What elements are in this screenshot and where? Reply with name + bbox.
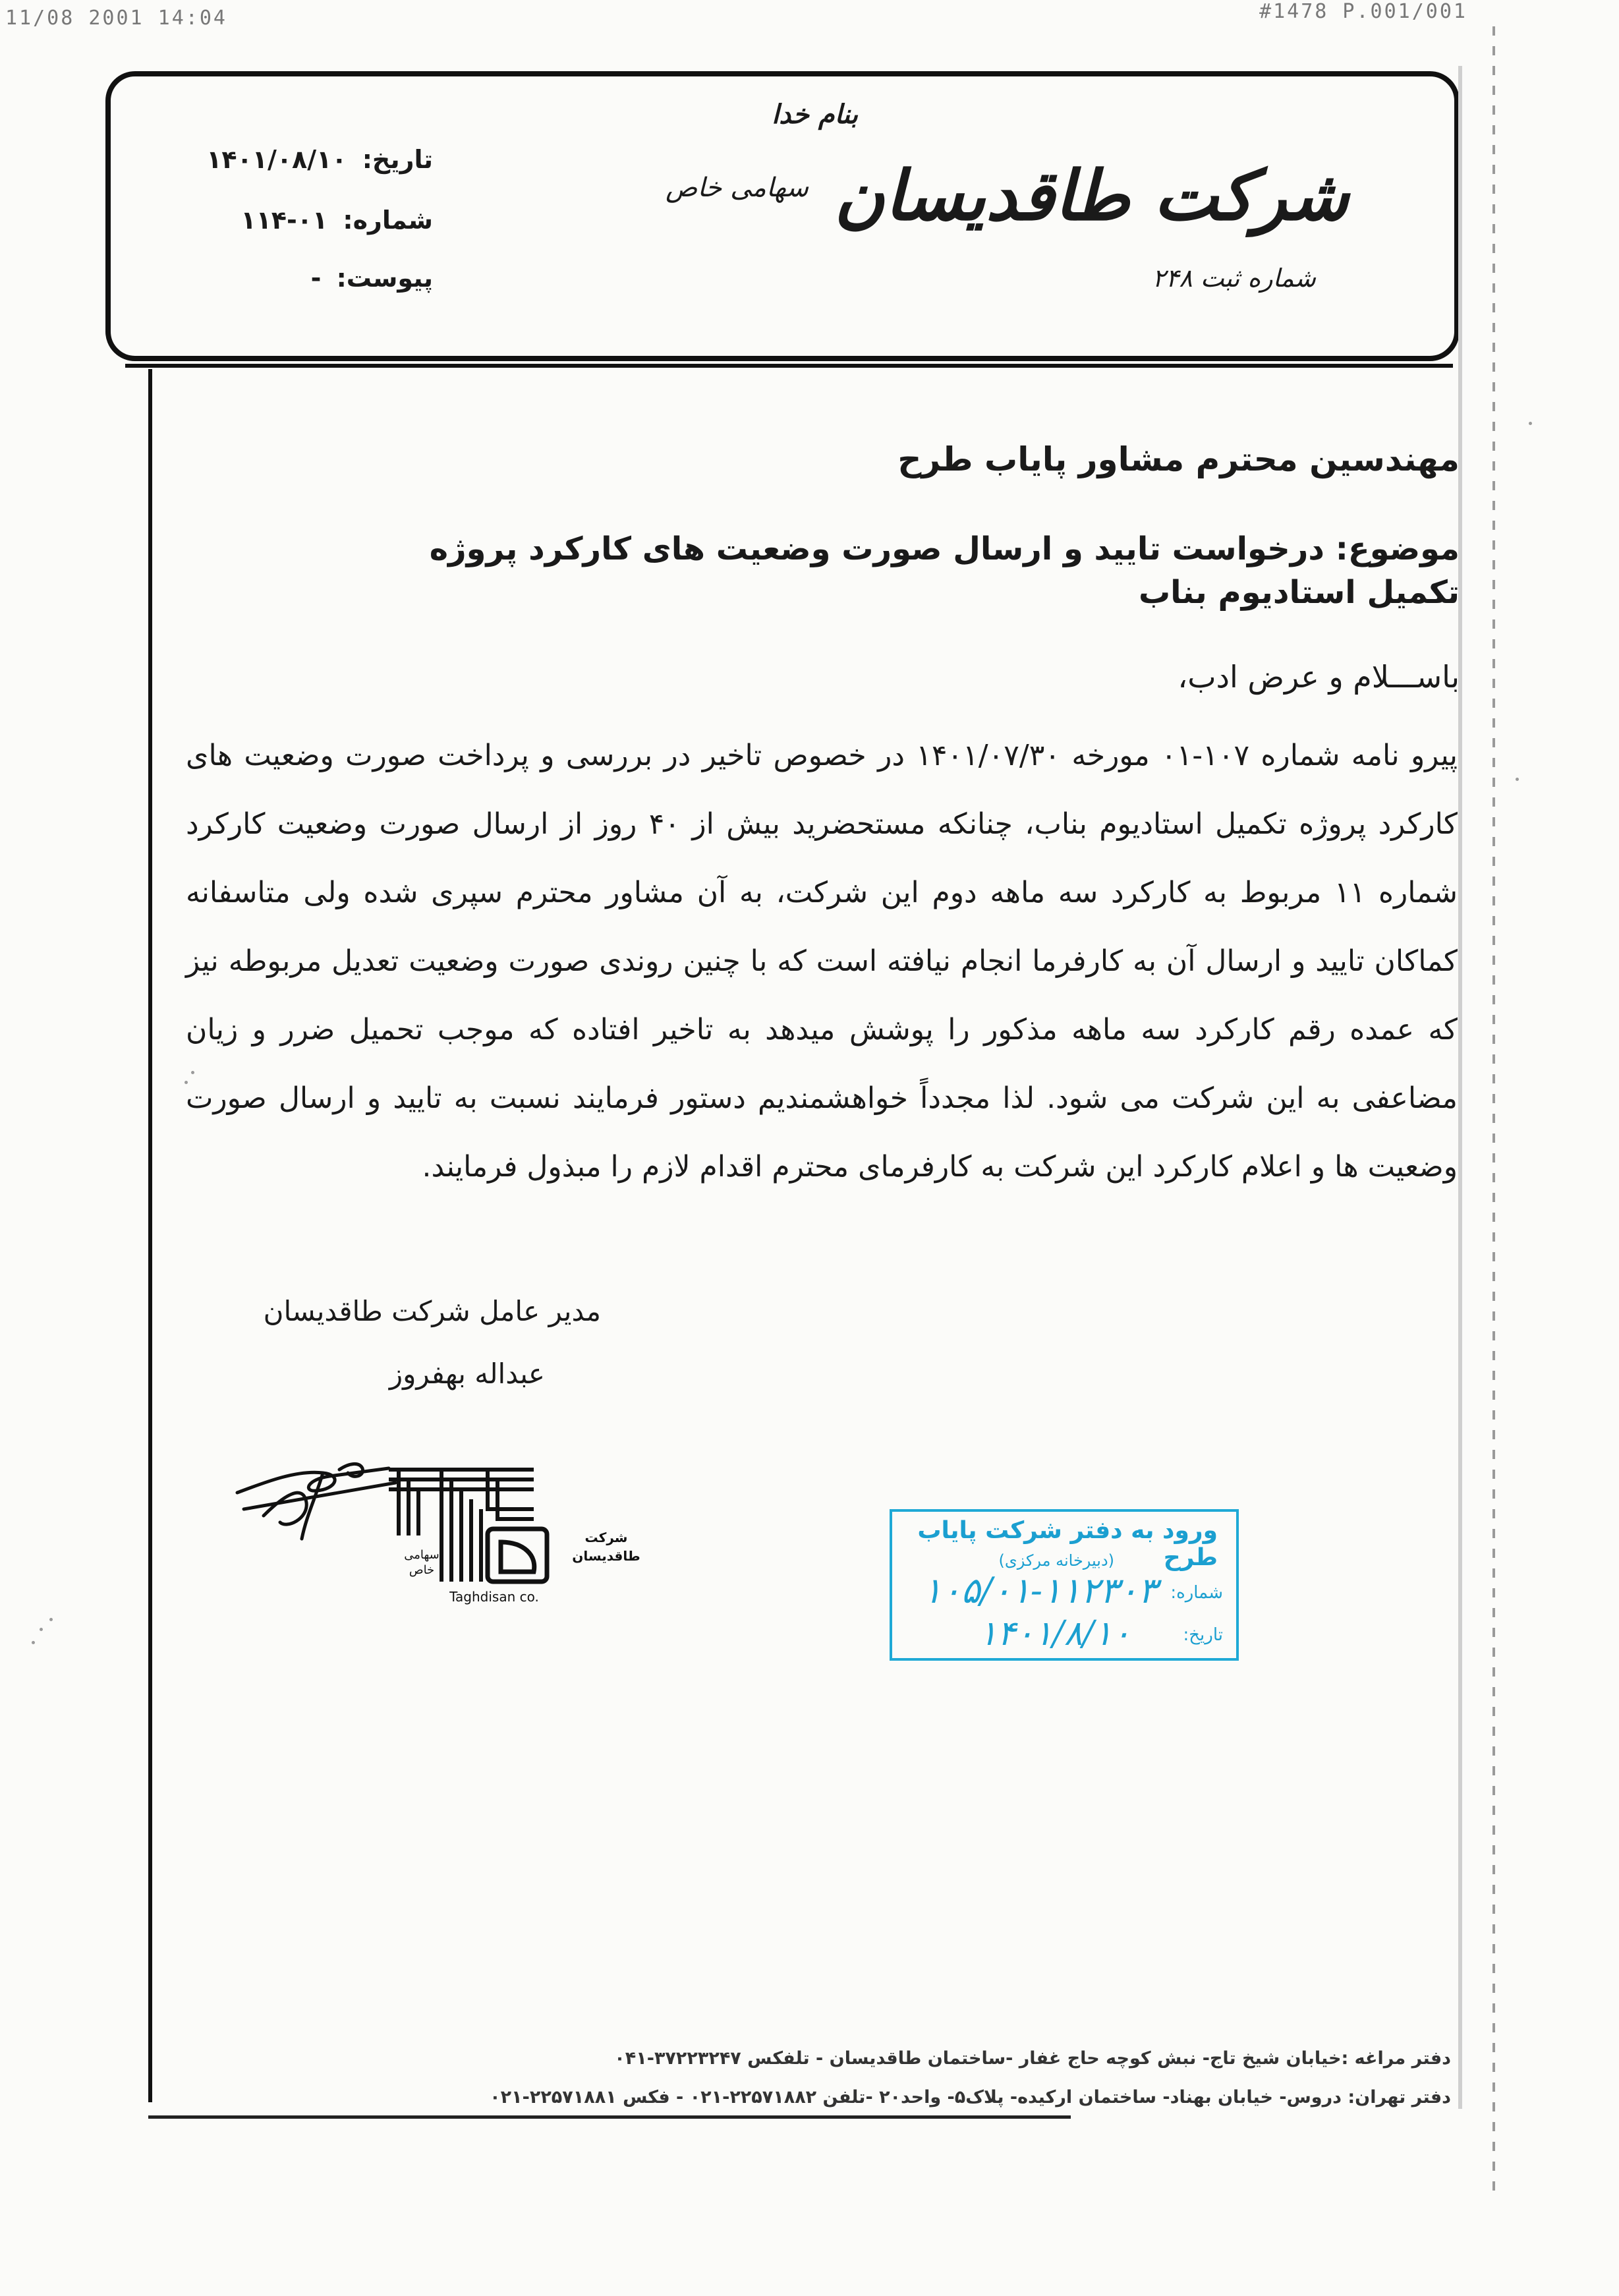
subject-line: موضوع: درخواست تایید و ارسال صورت وضعیت های کارکرد پروژه تکمیل استادیوم بناب <box>429 531 1460 611</box>
date-label: تاریخ: <box>362 145 433 174</box>
scan-speck <box>40 1628 43 1631</box>
seal-text-type1: سهامی <box>404 1548 440 1562</box>
fax-page-indicator: #1478 P.001/001 <box>1259 0 1467 23</box>
company-name-logo: شرکت طاقدیسان <box>834 155 1349 236</box>
letter-date <box>206 145 433 174</box>
page-border-left <box>148 369 152 2102</box>
seal-text-type2: خاص <box>409 1563 435 1577</box>
seal-latin-name: Taghdisan co. <box>449 1589 539 1605</box>
bename-heading: بنام خدا <box>772 99 858 130</box>
letter-attachment <box>311 264 433 293</box>
number-label: شماره: <box>343 206 433 235</box>
date-value: ۱۴۰۱/۰۸/۱۰ <box>206 145 347 174</box>
scan-speck <box>32 1641 35 1644</box>
attachment-label: پیوست: <box>336 264 433 293</box>
scan-speck <box>1529 422 1532 425</box>
attachment-value: - <box>310 264 322 293</box>
registration-number: شماره ثبت ۲۴۸ <box>1152 264 1316 293</box>
stamp-date-value: ۱۴۰۱/۸/۱۰ <box>979 1614 1131 1653</box>
company-type: سهامی خاص <box>666 173 809 203</box>
stamp-date-label: تاریخ: <box>1183 1625 1223 1645</box>
scan-edge-artifact <box>1492 26 1495 2201</box>
letter-body: پیرو نامه شماره ۱۰۷-۰۱ مورخه ۱۴۰۱/۰۷/۳۰ در خصوص تاخیر در بررسی و پرداخت صورت وضعیت های کارکرد پروژه تکمیل استادیوم بناب، چنانکه مستحضرید بیش از ۴۰ روز از ارسال صورت وضعیت کارکرد شماره ۱۱ مربوط به کارکرد سه ماهه دوم این شرکت، به آن مشاور محترم سپری شده ولی متاسفانه کماکان تایید و ارسال آن به کارفرما انجام نیافته است که با چنین روندی صورت وضعیت تعدیل مربوطه نیز که عمده رقم کارکرد سه ماهه مذکور را پوشش میدهد به تاخیر افتاده که موجب تحمیل ضرر و زیان مضاعفی به این شرکت می شود. لذا مجدداً خواهشمندیم دستور فرمایند نسبت به تایید و ارسال صورت وضعیت ها و اعلام کارکرد این شرکت به کارفرمای محترم اقدام لازم را مبذول فرمایند. <box>186 739 1458 1184</box>
stamp-subtitle: (دبیرخانه مرکزی) <box>998 1551 1114 1570</box>
stamp-number-value: ۱۰۵/۰۱-۱۱۲۳۰۳ <box>923 1570 1157 1611</box>
letter-number <box>241 206 433 235</box>
letterhead-divider <box>125 364 1453 368</box>
receipt-stamp <box>890 1509 1239 1661</box>
greeting: باســـلام و عرض ادب، <box>1178 659 1460 695</box>
seal-text-company2: طاقدیسان <box>572 1548 640 1564</box>
footer-address-tehran: دفتر تهران: دروس- خیابان بهناد- ساختمان ارکیده- پلاک۵- واحد۲۰ -تلفن ۲۲۵۷۱۸۸۲-۰۲۱ - فکس ۲۲۵۷۱۸۸۱-۰۲۱ <box>490 2087 1451 2108</box>
stamp-title: ورود به دفتر شرکت پایاب طرح <box>917 1517 1218 1571</box>
fax-timestamp: 11/08 2001 14:04 <box>5 7 227 30</box>
company-seal-signature <box>224 1443 698 1615</box>
signer-title: مدیر عامل شرکت طاقدیسان <box>263 1295 601 1327</box>
scan-speck <box>1516 778 1519 781</box>
scan-speck <box>49 1618 53 1621</box>
recipient-line: مهندسین محترم مشاور پایاب طرح <box>897 440 1460 478</box>
number-value: ۰۱-۱۱۴ <box>241 206 328 235</box>
footer-divider <box>148 2115 1071 2119</box>
stamp-number-label: شماره: <box>1170 1583 1223 1603</box>
signer-name: عبداله بهفروز <box>389 1358 545 1390</box>
seal-text-company: شرکت <box>584 1530 628 1545</box>
page-border-right <box>1458 66 1462 2109</box>
footer-address-maragheh: دفتر مراغه :خیابان شیخ تاج- نبش کوچه حاج غفار -ساختمان طاقدیسان - تلفکس ۳۷۲۲۳۲۴۷-۰۴۱ <box>614 2048 1451 2069</box>
